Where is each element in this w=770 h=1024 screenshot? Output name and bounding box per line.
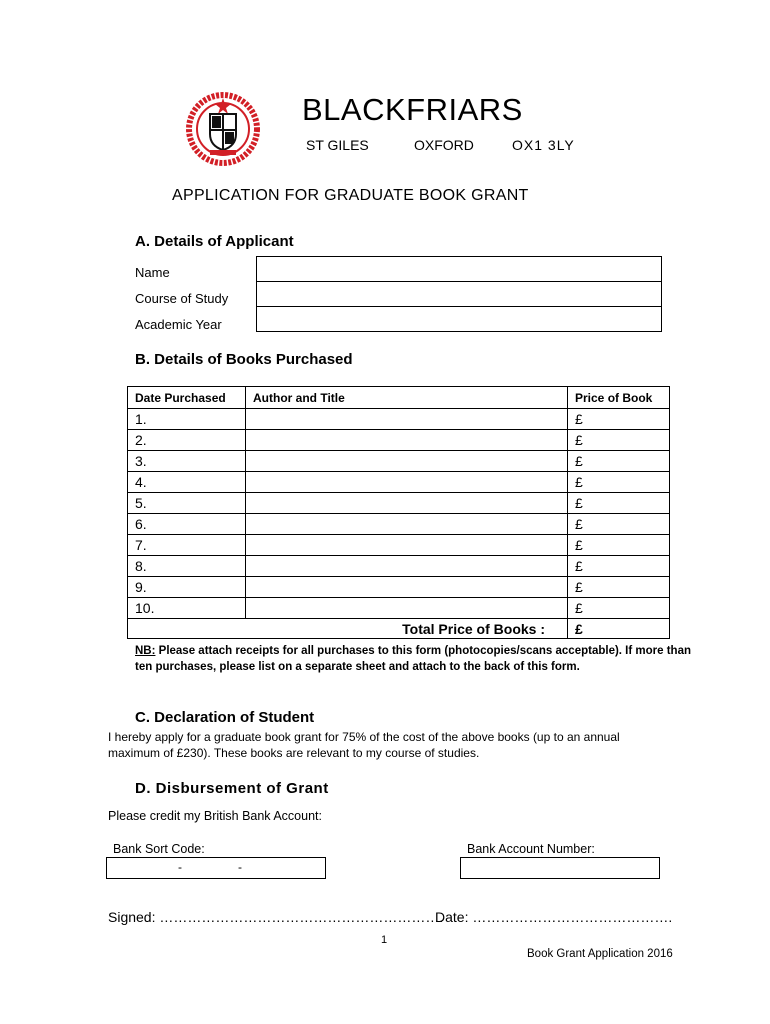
section-b-heading: B. Details of Books Purchased — [135, 351, 353, 368]
row-number[interactable]: 1. — [128, 409, 246, 430]
footer-document-label: Book Grant Application 2016 — [527, 948, 673, 960]
table-row — [128, 430, 670, 451]
table-row — [128, 598, 670, 619]
row-number[interactable]: 4. — [128, 472, 246, 493]
section-a-heading: A. Details of Applicant — [135, 233, 294, 250]
price-cell[interactable]: £ — [568, 535, 670, 556]
author-title-cell[interactable] — [246, 493, 568, 514]
academic-year-label: Academic Year — [135, 317, 222, 332]
total-row — [128, 619, 670, 639]
author-title-cell[interactable] — [246, 535, 568, 556]
address-city: OXFORD — [414, 137, 474, 153]
price-cell[interactable]: £ — [568, 451, 670, 472]
document-title: APPLICATION FOR GRADUATE BOOK GRANT — [172, 187, 529, 204]
table-row — [128, 451, 670, 472]
name-field[interactable] — [257, 257, 661, 282]
date-line[interactable]: Date: ……………………………………. — [435, 909, 673, 925]
row-number[interactable]: 8. — [128, 556, 246, 577]
signature-line[interactable]: Signed: ……………………………………………………. — [108, 909, 444, 925]
row-number[interactable]: 10. — [128, 598, 246, 619]
table-header-row — [128, 387, 670, 409]
credit-instruction: Please credit my British Bank Account: — [108, 809, 322, 823]
author-title-cell[interactable] — [246, 472, 568, 493]
course-field[interactable] — [257, 282, 661, 307]
declaration-text: I hereby apply for a graduate book grant for 75% of the cost of the above books (up to an annual maximum of £230). These books are relevant to my course of studies. — [108, 730, 620, 760]
sort-code-label: Bank Sort Code: — [113, 842, 205, 856]
section-c-heading: C. Declaration of Student — [135, 709, 315, 726]
table-row — [128, 556, 670, 577]
applicant-details-box — [256, 256, 662, 332]
author-title-cell[interactable] — [246, 514, 568, 535]
sort-code-field[interactable] — [106, 857, 326, 879]
books-table — [127, 386, 670, 639]
author-title-cell[interactable] — [246, 451, 568, 472]
price-cell[interactable]: £ — [568, 514, 670, 535]
academic-year-field[interactable] — [257, 307, 661, 331]
price-cell[interactable]: £ — [568, 598, 670, 619]
account-number-field[interactable] — [460, 857, 660, 879]
address-street: ST GILES — [306, 137, 369, 153]
sort-code-separator: - — [238, 860, 242, 874]
author-title-cell[interactable] — [246, 409, 568, 430]
table-row — [128, 577, 670, 598]
nb-note — [135, 643, 695, 675]
section-d-heading: D. Disbursement of Grant — [135, 780, 329, 797]
table-row — [128, 514, 670, 535]
college-name: BLACKFRIARS — [302, 92, 523, 127]
total-price-cell[interactable]: £ — [568, 619, 670, 639]
total-price-label: Total Price of Books : — [128, 619, 568, 639]
table-row — [128, 409, 670, 430]
row-number[interactable]: 2. — [128, 430, 246, 451]
author-title-cell[interactable] — [246, 577, 568, 598]
account-number-label: Bank Account Number: — [467, 842, 595, 856]
column-header-author-title: Author and Title — [246, 387, 568, 409]
sort-code-separator: - — [178, 860, 182, 874]
row-number[interactable]: 3. — [128, 451, 246, 472]
nb-text: Please attach receipts for all purchases to this form (photocopies/scans acceptable). If more than ten purchases, please list on a separate sheet and attach to the back of this form. — [135, 645, 691, 673]
nb-label: NB: — [135, 645, 156, 657]
column-header-price: Price of Book — [568, 387, 670, 409]
name-label: Name — [135, 265, 170, 280]
author-title-cell[interactable] — [246, 556, 568, 577]
page-number: 1 — [381, 934, 388, 946]
row-number[interactable]: 9. — [128, 577, 246, 598]
table-row — [128, 535, 670, 556]
row-number[interactable]: 6. — [128, 514, 246, 535]
author-title-cell[interactable] — [246, 430, 568, 451]
price-cell[interactable]: £ — [568, 430, 670, 451]
row-number[interactable]: 7. — [128, 535, 246, 556]
price-cell[interactable]: £ — [568, 493, 670, 514]
table-row — [128, 493, 670, 514]
college-crest-logo — [186, 92, 260, 166]
column-header-date: Date Purchased — [128, 387, 246, 409]
price-cell[interactable]: £ — [568, 556, 670, 577]
row-number[interactable]: 5. — [128, 493, 246, 514]
course-label: Course of Study — [135, 291, 229, 306]
price-cell[interactable]: £ — [568, 409, 670, 430]
table-row — [128, 472, 670, 493]
address-postcode: OX1 3LY — [512, 137, 575, 153]
price-cell[interactable]: £ — [568, 577, 670, 598]
price-cell[interactable]: £ — [568, 472, 670, 493]
author-title-cell[interactable] — [246, 598, 568, 619]
